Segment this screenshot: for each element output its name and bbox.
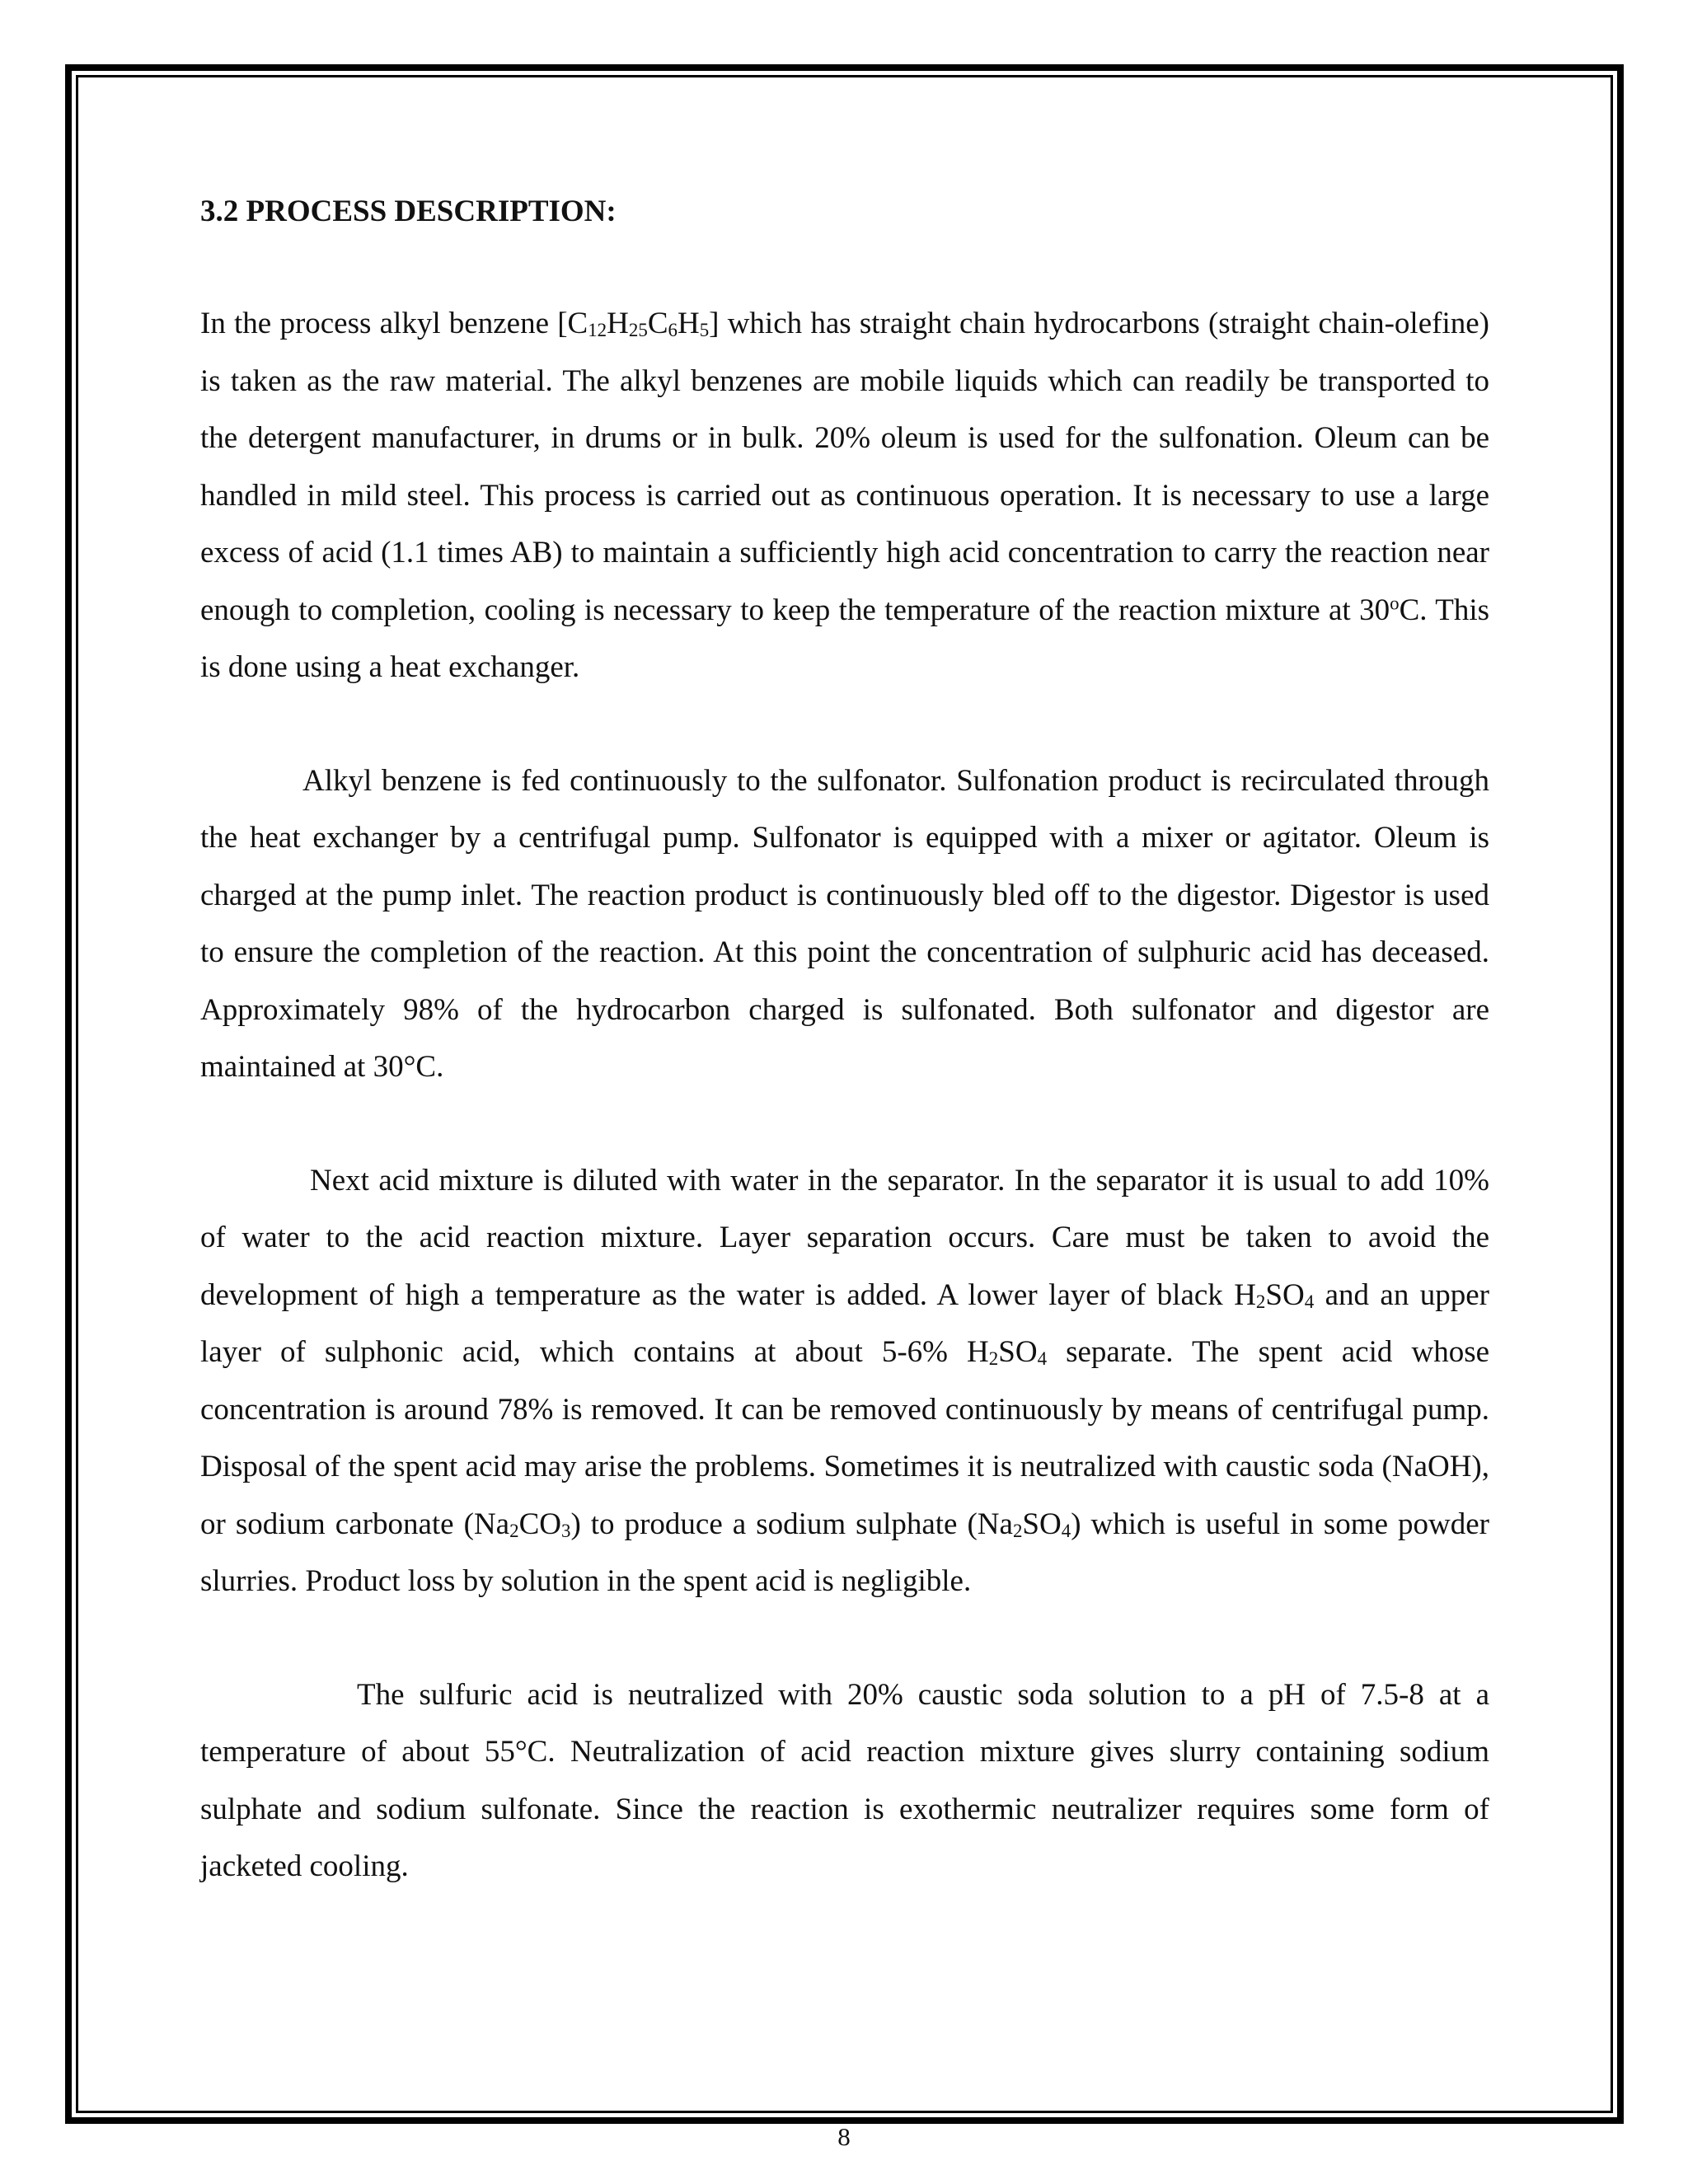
page-number: 8 <box>837 2122 851 2151</box>
paragraph-3: Next acid mixture is diluted with water in the separator. In the separator it is usual to add 10% of water to the acid reaction mixture. Layer separation occurs. Care must be taken to avoid the development of high a temperature as the water is added. A lower layer of black $H_2SO_4$ and an upper layer of sulphonic acid, which contains at about 5-6% $H_2SO_4$ separate. The spent acid whose concentration is around 78% is removed. It can be removed continuously by means of centrifugal pump. Disposal of the spent acid may arise the problems. Sometimes it is neutralized with caustic soda (NaOH), or sodium carbonate $(Na_2CO_3)$ to produce a sodium sulphate $(Na_2SO_4)$ which is useful in some powder slurries. Product loss by solution in the spent acid is negligible. <box>200 1163 1490 1598</box>
paragraph-2: Alkyl benzene is fed continuously to the sulfonator. Sulfonation product is recirculated through the heat exchanger by a centrifugal pump. Sulfonator is equipped with a mixer or agitator. Oleum is charged at the pump inlet. The reaction product is continuously bled off to the digestor. Digestor is used to ensure the completion of the reaction. At this point the concentration of sulphuric acid has deceased. Approximately 98% of the hydrocarbon charged is sulfonated. Both sulfonator and digestor are maintained at 30°C. <box>200 763 1489 1084</box>
page-content <box>200 183 1489 1896</box>
section-heading: 3.2 PROCESS DESCRIPTION: <box>200 194 617 228</box>
paragraph-4: The sulfuric acid is neutralized with 20% caustic soda solution to a pH of 7.5-8 at a temperature of about 55°C. Neutralization of acid reaction mixture gives slurry containing sodium sulphate and sodium sulfonate. Since the reaction is exothermic neutralizer requires some form of jacketed cooling. <box>200 1677 1489 1883</box>
paragraph-1: In the process alkyl benzene $[C_{12}H_{25}C_6H_5]$ which has straight chain hydrocarbons (straight chain-olefine) is taken as the raw material. The alkyl benzenes are mobile liquids which can readily be transported to the detergent manufacturer, in drums or in bulk. 20% oleum is used for the sulfonation. Oleum can be handled in mild steel. This process is carried out as continuous operation. It is necessary to use a large excess of acid (1.1 times AB) to maintain a sufficiently high acid concentration to carry the reaction near enough to completion, cooling is necessary to keep the temperature of the reaction mixture at 30$^o$C. This is done using a heat exchanger. <box>200 307 1490 684</box>
